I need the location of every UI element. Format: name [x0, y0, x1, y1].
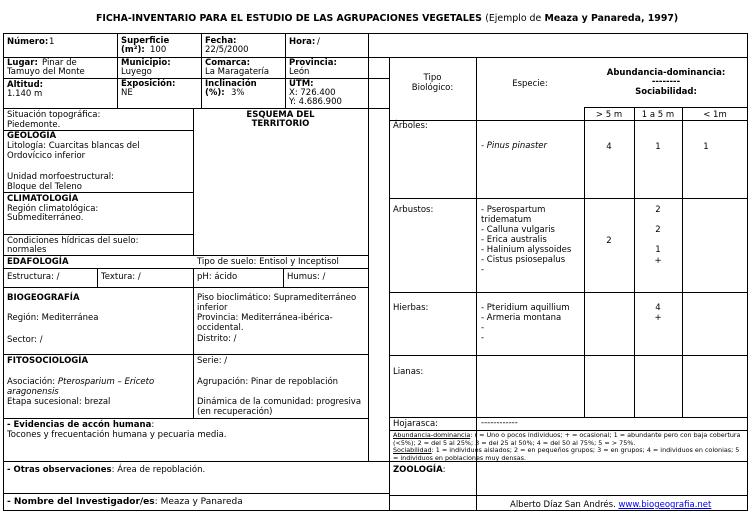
credit-row — [510, 500, 711, 510]
arbustos-label: Arbustos: — [393, 205, 434, 215]
arbustos-species-1: tridematum — [481, 215, 532, 225]
hierbas-val-1a5-1: + — [654, 313, 662, 323]
hojarasca-value: ------------ — [481, 418, 518, 428]
line — [389, 120, 748, 121]
situacion-label: Situación topográfica: — [7, 110, 101, 120]
hora-value: / — [317, 37, 320, 47]
line — [389, 292, 748, 293]
colon: : — [151, 420, 155, 430]
serie: Serie: / — [197, 356, 228, 366]
sector: Sector: / — [7, 335, 43, 345]
arbustos-val-1a5-1: 2 — [655, 225, 661, 235]
line — [3, 255, 368, 256]
municipio-value: Luyego — [121, 67, 152, 77]
morfo-2: Bloque del Teleno — [7, 182, 82, 192]
textura: Textura: / — [101, 272, 141, 282]
arbustos-val-gt5: 2 — [606, 236, 612, 246]
line — [389, 198, 748, 199]
arbustos-species-6: - — [481, 265, 485, 275]
tipo-header-2: Biológico: — [411, 83, 454, 93]
asociacion-label: Asociación: — [7, 377, 56, 387]
altitud-value: 1.140 m — [7, 89, 43, 99]
arbustos-species-3: - Erica australis — [481, 235, 547, 245]
litologia-1: Litología: Cuarcitas blancas del — [7, 141, 140, 151]
piso-2: inferior — [197, 303, 228, 313]
legend-soc-text: : 1 = individuos aislados; 2 = en pequeños grupos; 3 = en grupos; 4 = individuos en colonias; 5 = individuos en poblaciones muy densas. — [393, 446, 740, 462]
asociacion-value-2: aragonensis — [7, 387, 59, 397]
morfo-1: Unidad morfoestructural: — [7, 172, 115, 182]
fecha-value: 22/5/2000 — [205, 45, 249, 55]
utm-x: X: 726.400 — [289, 88, 336, 98]
line — [193, 268, 194, 354]
inclinacion-unit: (%): — [205, 88, 225, 98]
dinamica-2: (en recuperación) — [197, 407, 273, 417]
line — [201, 33, 202, 108]
biogeo-title: BIOGEOGRAFÍA — [7, 293, 80, 303]
superficie-value: 100 — [150, 45, 167, 55]
sociabilidad-header: Sociabilidad: — [635, 87, 697, 97]
arbustos-species-5: - Cistus psiosepalus — [481, 255, 566, 265]
line — [283, 268, 284, 287]
superficie-label: Superficie — [121, 36, 170, 46]
hidricas-2: normales — [7, 245, 47, 255]
otras-value: Área de repoblación. — [117, 465, 206, 475]
hierbas-species-0: - Pteridium aquillium — [481, 303, 570, 313]
colon: : — [442, 465, 446, 475]
title-main: FICHA-INVENTARIO PARA EL ESTUDIO DE LAS AGRUPACIONES VEGETALES — [96, 13, 482, 24]
utm-label: UTM: — [289, 79, 314, 89]
biogeografia-link[interactable]: www.biogeografia.net — [618, 500, 712, 510]
arboles-val-lt1: 1 — [703, 142, 709, 152]
legend-soc-label: Sociabilidad — [393, 446, 432, 454]
legend-ab-label: Abundancia-dominancia — [393, 431, 471, 439]
colon: : — [111, 465, 115, 475]
col-1a5: 1 a 5 m — [641, 110, 675, 120]
region-clima-1: Región climatológica: — [7, 204, 99, 214]
hierbas-val-1a5-0: 4 — [655, 303, 661, 313]
lugar-label: Lugar: — [7, 58, 38, 68]
arboles-label: Árboles: — [393, 121, 428, 131]
situacion-value: Piedemonte. — [7, 120, 61, 130]
hierbas-label: Hierbas: — [393, 303, 429, 313]
otras-title: - Otras observaciones — [7, 465, 112, 475]
esquema-title-1: ESQUEMA DEL — [246, 110, 315, 120]
arbustos-species-2: - Calluna vulgaris — [481, 225, 555, 235]
dinamica-1: Dinámica de la comunidad: progresiva — [197, 397, 362, 407]
inclinacion-label: Inclinación — [205, 79, 257, 89]
comarca-label: Comarca: — [205, 58, 251, 68]
esquema-title-2: TERRITORIO — [251, 119, 310, 129]
credit-text: Alberto Díaz San Andrés. — [510, 500, 616, 510]
fito-title: FITOSOCIOLOGÍA — [7, 356, 89, 366]
title-example-authors: Meaza y Panareda, 1997) — [544, 13, 679, 24]
abundancia-dashes: -------- — [651, 77, 681, 87]
evidencias-title: - Evidencias de accón humana — [7, 420, 152, 430]
hojarasca-label: Hojarasca: — [393, 419, 439, 429]
municipio-label: Municipio: — [121, 58, 171, 68]
line — [3, 57, 748, 58]
exposicion-value: NE — [121, 88, 133, 98]
colon: : — [154, 497, 158, 507]
agrupacion: Agrupación: Pinar de repoblación — [197, 377, 339, 387]
line — [3, 192, 193, 193]
tipo-suelo: Tipo de suelo: Entisol y Inceptisol — [197, 257, 339, 267]
region-clima-2: Submediterráneo. — [7, 213, 84, 223]
arbustos-val-1a5-3: + — [654, 256, 662, 266]
inclinacion-value: 3% — [231, 88, 245, 98]
legend-abundancia — [393, 432, 745, 447]
clima-title: CLIMATOLOGÍA — [7, 194, 79, 204]
form-title — [96, 14, 678, 24]
arbustos-val-1a5-2: 1 — [655, 245, 661, 255]
line — [3, 418, 368, 419]
superficie-unit: (m²): — [121, 45, 145, 55]
line — [117, 33, 118, 108]
edafologia-title: EDAFOLOGÍA — [7, 257, 69, 267]
geologia-title: GEOLOGÍA — [7, 131, 57, 141]
line — [389, 417, 748, 418]
divider-main — [368, 33, 369, 461]
utm-y: Y: 4.686.900 — [289, 97, 342, 107]
line — [285, 33, 286, 108]
otras-row — [7, 465, 205, 475]
col-gt5: > 5 m — [595, 110, 623, 120]
litologia-2: Ordovícico inferior — [7, 151, 86, 161]
hierbas-species-2: - — [481, 323, 485, 333]
line — [3, 234, 193, 235]
arbustos-species-0: - Pserospartum — [481, 205, 546, 215]
line — [3, 461, 389, 462]
tipo-header-1: Tipo — [423, 73, 442, 83]
line — [3, 78, 389, 79]
legend-sociabilidad — [393, 447, 745, 462]
lugar-value-2: Tamuyo del Monte — [7, 67, 85, 77]
line — [3, 287, 368, 288]
lugar-value-1: Pinar de — [42, 58, 77, 68]
provincia-value: León — [289, 67, 310, 77]
provincia-label: Provincia: — [289, 58, 337, 68]
distrito: Distrito: / — [197, 334, 237, 344]
zoologia-row — [393, 465, 446, 475]
provincia-bio-2: occidental. — [197, 323, 244, 333]
lianas-label: Lianas: — [393, 367, 424, 377]
investigador-title: - Nombre del Investigador/es — [7, 497, 155, 507]
provincia-bio-1: Provincia: Mediterránea-ibérica- — [197, 313, 333, 323]
arbustos-val-1a5-0: 2 — [655, 205, 661, 215]
line — [193, 354, 194, 418]
line — [3, 268, 368, 269]
hidricas-1: Condiciones hídricas del suelo: — [7, 236, 139, 246]
line — [193, 108, 194, 255]
altitud-label: Altitud: — [7, 80, 44, 90]
comarca-value: La Maragatería — [205, 67, 270, 77]
estructura: Estructura: / — [7, 272, 60, 282]
evidencias-value: Tocones y frecuentación humana y pecuaria media. — [7, 430, 227, 440]
line — [3, 493, 389, 494]
evidencias-row — [7, 420, 154, 430]
abundancia-header: Abundancia-dominancia: — [606, 68, 726, 78]
investigador-row — [7, 497, 243, 507]
zoologia-title: ZOOLOGÍA — [393, 465, 443, 475]
arboles-val-1a5: 1 — [655, 142, 661, 152]
line — [389, 355, 748, 356]
divider-right — [389, 57, 390, 511]
arbustos-species-4: - Halinium alyssoides — [481, 245, 572, 255]
line — [3, 108, 389, 109]
etapa: Etapa sucesional: brezal — [7, 397, 111, 407]
line — [3, 354, 368, 355]
investigador-value: Meaza y Panareda — [160, 497, 243, 507]
piso-1: Piso bioclimático: Supramediterráneo — [197, 293, 357, 303]
hora-label: Hora: — [289, 37, 316, 47]
title-example-prefix: (Ejemplo de — [485, 13, 542, 24]
line — [97, 268, 98, 287]
asociacion-value: Pterosparium – Ericeto — [57, 377, 155, 387]
line — [584, 107, 748, 108]
humus: Humus: / — [287, 272, 326, 282]
numero-value: 1 — [49, 37, 55, 47]
col-lt1: < 1m — [703, 110, 727, 120]
region-biogeo: Región: Mediterránea — [7, 313, 99, 323]
line — [584, 107, 585, 417]
line — [389, 495, 748, 496]
especie-header: Especie: — [512, 79, 548, 89]
ph: pH: ácido — [197, 272, 238, 282]
line — [682, 107, 683, 417]
arboles-val-gt5: 4 — [606, 142, 612, 152]
numero-label: Número: — [7, 37, 49, 47]
legend-ab-text: : r = Uno o pocos individuos; + = ocasional; 1 = abundante pero con baja cobertura (<5%); 2 = del 5 al 25%; 3 = del 25 al 50%; 4 = del 50 al 75%; 5 = > 75%. — [393, 431, 741, 447]
hierbas-species-3: - — [481, 333, 485, 343]
fecha-label: Fecha: — [205, 36, 237, 46]
arboles-species: - Pinus pinaster — [481, 141, 547, 151]
exposicion-label: Exposición: — [121, 79, 176, 89]
asociacion — [7, 377, 154, 387]
hierbas-species-1: - Armeria montana — [481, 313, 562, 323]
